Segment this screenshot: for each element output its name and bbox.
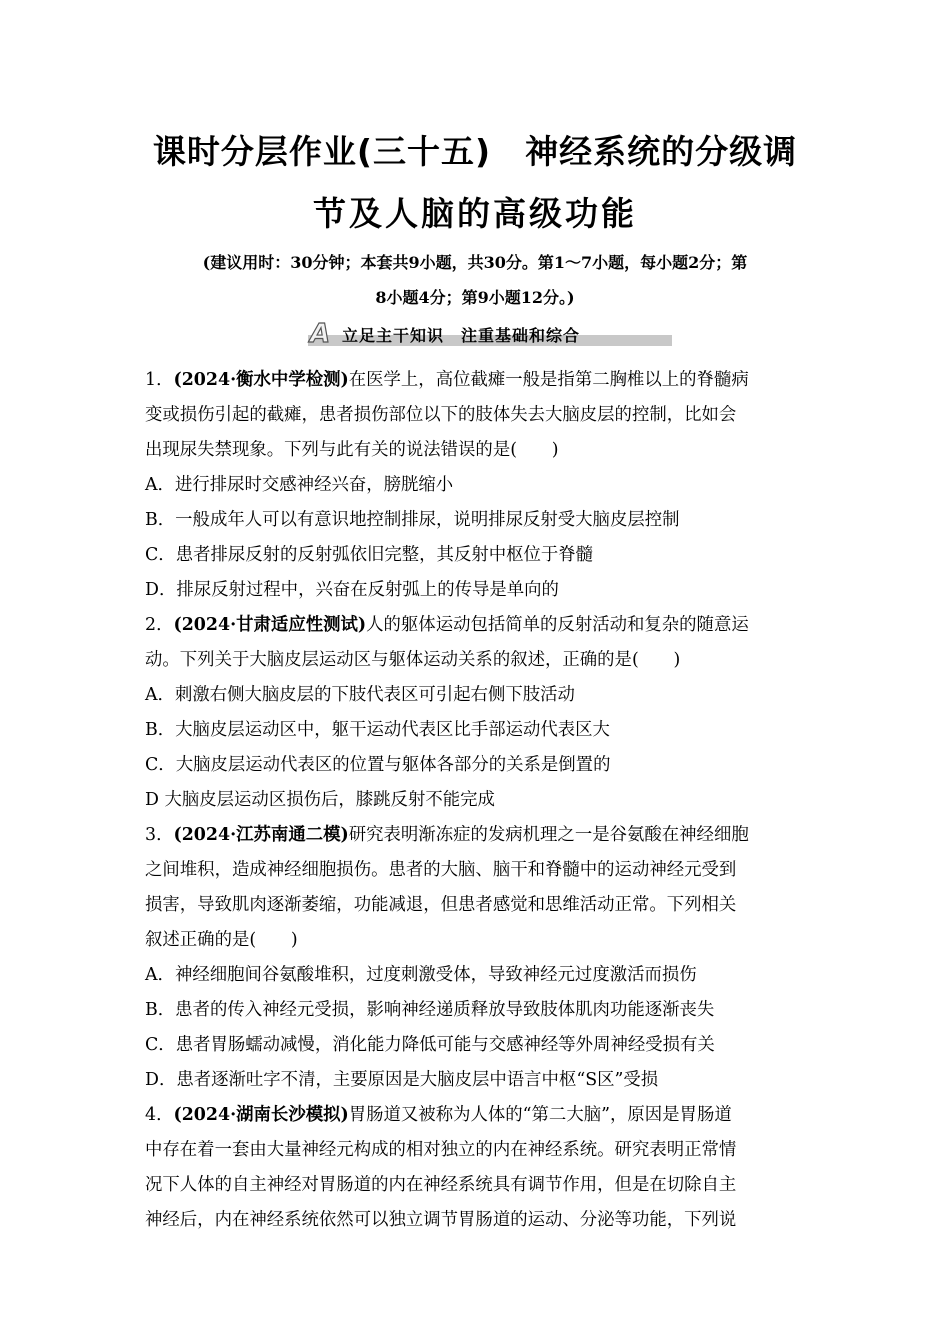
question-4-stem-line: 中存在着一套由大量神经元构成的相对独立的内在神经系统。研究表明正常情 <box>145 1140 737 1160</box>
time-note-line-1: (建议用时：30分钟；本套共9小题，共30分。第1～7小题，每小题2分；第 <box>202 253 748 272</box>
question-3-option-b: B．患者的传入神经元受损，影响神经递质释放导致肢体肌肉功能逐渐丧失 <box>145 1000 715 1020</box>
question-4-stem-line: 神经后，内在神经系统依然可以独立调节胃肠道的运动、分泌等功能，下列说 <box>145 1210 737 1230</box>
question-1-option-b: B．一般成年人可以有意识地控制排尿，说明排尿反射受大脑皮层控制 <box>145 510 680 530</box>
question-1-option-a: A．进行排尿时交感神经兴奋，膀胱缩小 <box>145 475 454 495</box>
question-1-option-d: D．排尿反射过程中，兴奋在反射弧上的传导是单向的 <box>145 580 559 600</box>
question-source: (2024·湖南长沙模拟) <box>173 1105 349 1125</box>
question-4-stem-line: 况下人体的自主神经对胃肠道的内在神经系统具有调节作用，但是在切除自主 <box>145 1175 737 1195</box>
stem-text: 人的躯体运动包括简单的反射活动和复杂的随意运 <box>366 615 749 635</box>
question-3-stem-line <box>145 818 809 853</box>
question-3-option-c: C．患者胃肠蠕动减慢，消化能力降低可能与交感神经等外周神经受损有关 <box>145 1035 715 1055</box>
question-1-stem-line <box>145 363 809 398</box>
question-2-option-c: C．大脑皮层运动代表区的位置与躯体各部分的关系是倒置的 <box>145 755 611 775</box>
question-1-option-c: C．患者排尿反射的反射弧依旧完整，其反射中枢位于脊髓 <box>145 545 594 565</box>
question-2-stem-line: 动。下列关于大脑皮层运动区与躯体运动关系的叙述，正确的是( ) <box>145 650 681 670</box>
question-2-option-a: A．刺激右侧大脑皮层的下肢代表区可引起右侧下肢活动 <box>145 685 575 705</box>
stem-text: 研究表明渐冻症的发病机理之一是谷氨酸在神经细胞 <box>348 825 749 845</box>
question-1-stem-line: 出现尿失禁现象。下列与此有关的说法错误的是( ) <box>145 440 559 460</box>
question-number: 2． <box>145 615 174 635</box>
question-source: (2024·衡水中学检测) <box>173 370 349 390</box>
stem-text: 在医学上，高位截瘫一般是指第二胸椎以上的脊髓病 <box>348 370 749 390</box>
time-note-line-2: 8小题4分；第9小题12分。) <box>375 288 575 307</box>
question-1-stem-line: 变或损伤引起的截瘫，患者损伤部位以下的肢体失去大脑皮层的控制，比如会 <box>145 405 737 425</box>
question-number: 1． <box>145 370 174 390</box>
page-title-line-1: 课时分层作业(三十五) 神经系统的分级调 <box>152 132 798 171</box>
question-3-stem-line: 之间堆积，造成神经细胞损伤。患者的大脑、脑干和脊髓中的运动神经元受到 <box>145 860 737 880</box>
section-badge-a-icon: A <box>309 319 331 349</box>
question-2-option-d: D 大脑皮层运动区损伤后，膝跳反射不能完成 <box>145 790 495 810</box>
question-number: 3． <box>145 825 174 845</box>
question-3-option-a: A．神经细胞间谷氨酸堆积，过度刺激受体，导致神经元过度激活而损伤 <box>145 965 697 985</box>
question-2-option-b: B．大脑皮层运动区中，躯干运动代表区比手部运动代表区大 <box>145 720 610 740</box>
page-title-line-2: 节及人脑的高级功能 <box>313 194 637 233</box>
question-2-stem-line <box>145 608 809 643</box>
question-number: 4． <box>145 1105 174 1125</box>
stem-text: 胃肠道又被称为人体的“第二大脑”，原因是胃肠道 <box>348 1105 732 1125</box>
question-source: (2024·江苏南通二模) <box>173 825 349 845</box>
section-banner <box>278 320 672 350</box>
questions-body <box>145 363 809 1238</box>
question-3-option-d: D．患者逐渐吐字不清，主要原因是大脑皮层中语言中枢“S区”受损 <box>145 1070 659 1090</box>
question-3-stem-line: 叙述正确的是( ) <box>145 930 298 950</box>
question-3-stem-line: 损害，导致肌肉逐渐萎缩，功能减退，但患者感觉和思维活动正常。下列相关 <box>145 895 737 915</box>
section-label: 立足主干知识 注重基础和综合 <box>342 326 581 345</box>
question-source: (2024·甘肃适应性测试) <box>173 615 367 635</box>
question-4-stem-line <box>145 1098 809 1133</box>
